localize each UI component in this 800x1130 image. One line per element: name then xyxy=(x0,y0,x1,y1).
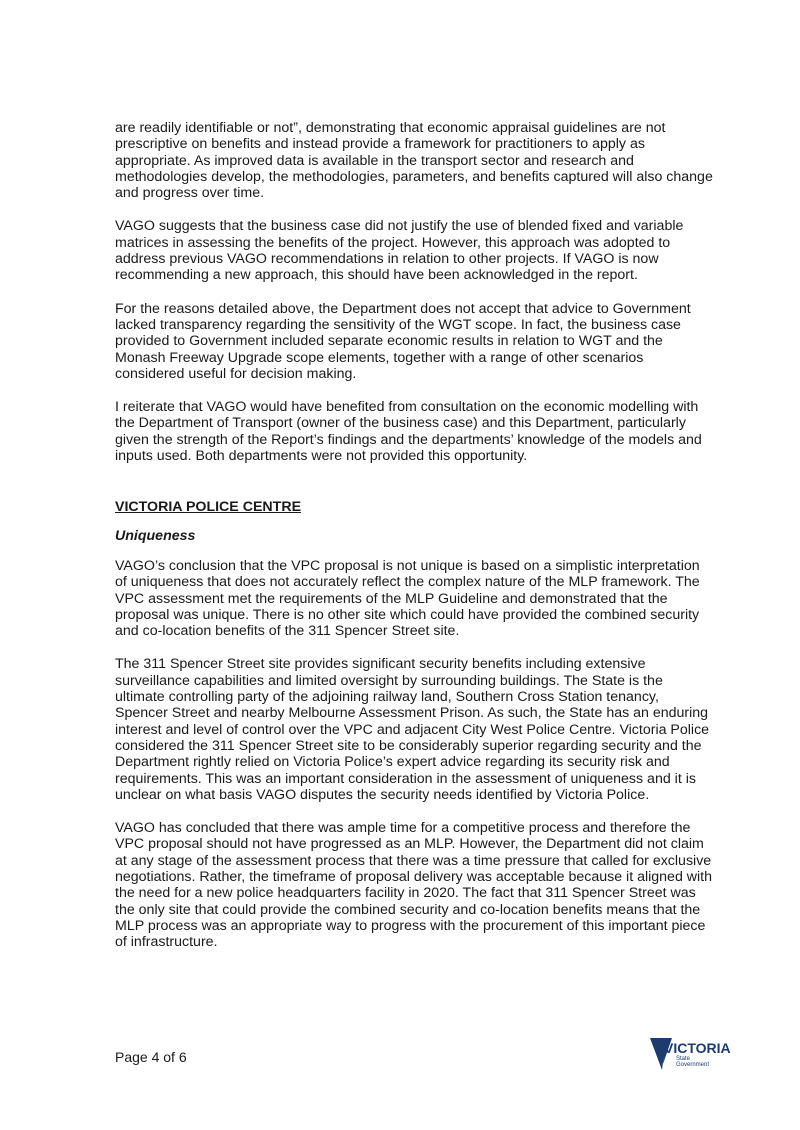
logo-subtitle-line: State xyxy=(676,1056,691,1062)
logo-wordmark: VICTORIA xyxy=(664,1040,731,1056)
victoria-state-government-logo xyxy=(648,1034,731,1074)
paragraph: VAGO has concluded that there was ample time for a competitive process and therefore the VPC proposal should not have progressed as an MLP. However, the Department did not claim at any stage of the assessment process that there was a time pressure that called for exclusive negotiations. Rather, the timeframe of proposal delivery was acceptable because it aligned with the need for a new police headquarters facility in 2020. The fact that 311 Spencer Street was the only site that could provide the combined security and co-location benefits means that the MLP process was an appropriate way to progress with the procurement of this important piece of infrastructure. xyxy=(115,820,713,951)
paragraph: The 311 Spencer Street site provides significant security benefits including extensive surveillance capabilities and limited oversight by surrounding buildings. The State is the ultimate controlling party of the adjoining railway land, Southern Cross Station tenancy, Spencer Street and nearby Melbourne Assessment Prison. As such, the State has an enduring interest and level of control over the VPC and adjacent City West Police Centre. Victoria Police considered the 311 Spencer Street site to be considerably superior regarding security and the Department rightly relied on Victoria Police’s expert advice regarding its security risk and requirements. This was an important consideration in the assessment of uniqueness and it is unclear on what basis VAGO disputes the security needs identified by Victoria Police. xyxy=(115,656,710,803)
logo-subtitle-line: Government xyxy=(676,1062,710,1068)
paragraph: For the reasons detailed above, the Department does not accept that advice to Government lacked transparency regarding the sensitivity of the WGT scope. In fact, the business case provided to Government included separate economic results in relation to WGT and the Monash Freeway Upgrade scope elements, together with a range of other scenarios considered useful for decision making. xyxy=(115,300,691,382)
body-text xyxy=(115,120,713,967)
subheading: Uniqueness xyxy=(115,527,196,544)
page-number: Page 4 of 6 xyxy=(115,1049,187,1065)
paragraph: I reiterate that VAGO would have benefited from consultation on the economic modelling with the Department of Transport (owner of the business case) and this Department, particularly given the strength of the Report’s findings and the departments’ knowledge of the models and inputs used. Both departments were not provided this opportunity. xyxy=(115,399,702,465)
paragraph: VAGO suggests that the business case did not justify the use of blended fixed and variable matrices in assessing the benefits of the project. However, this approach was adopted to address previous VAGO recommendations in relation to other projects. If VAGO is now recommending a new approach, this should have been acknowledged in the report. xyxy=(115,218,684,284)
logo-subtitle xyxy=(676,1056,709,1068)
paragraph: are readily identifiable or not”, demonstrating that economic appraisal guidelines are not prescriptive on benefits and instead provide a framework for practitioners to apply as appropriate. As improved data is available in the transport sector and research and methodologies develop, the methodologies, parameters, and benefits captured will also change and progress over time. xyxy=(115,120,713,202)
paragraph: VAGO’s conclusion that the VPC proposal is not unique is based on a simplistic interpretation of uniqueness that does not accurately reflect the complex nature of the MLP framework. The VPC assessment met the requirements of the MLP Guideline and demonstrated that the proposal was unique. There is no other site which could have provided the combined security and co-location benefits of the 311 Spencer Street site. xyxy=(115,557,700,640)
section-heading: VICTORIA POLICE CENTRE xyxy=(115,499,302,516)
